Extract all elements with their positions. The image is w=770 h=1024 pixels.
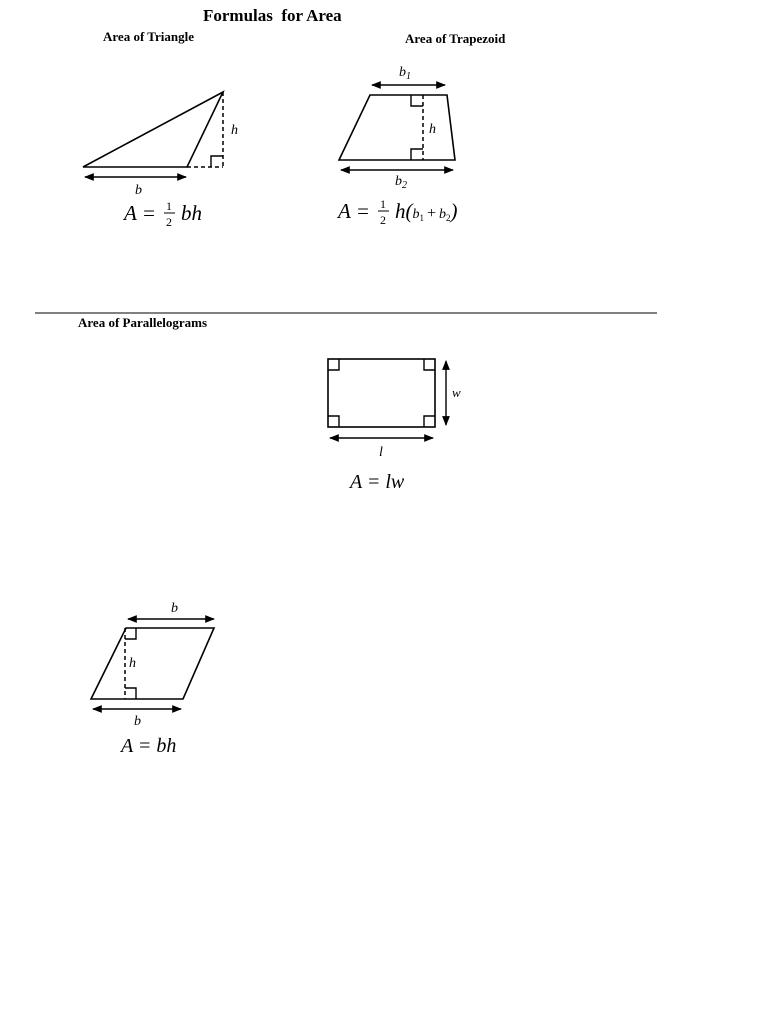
page-title: Formulas for Area [203, 6, 342, 25]
parallelogram-top-label: b [171, 601, 178, 616]
parallelogram-formula: A = bh [121, 735, 177, 757]
trapezoid-b2-label: $b_2$ [395, 174, 407, 191]
trapezoid-formula [336, 197, 458, 227]
trapezoid-figure [339, 65, 455, 191]
right-angle-mark [424, 359, 435, 370]
formula-lhs: A = [338, 199, 370, 223]
formula-rhs: h(b1 + b2) [395, 199, 458, 223]
fraction-numerator: 1 [166, 199, 172, 213]
triangle-heading: Area of Triangle [103, 29, 194, 44]
fraction-denominator: 2 [166, 215, 172, 229]
right-angle-mark [411, 149, 423, 160]
formula-rhs: bh [181, 201, 202, 225]
rectangle-shape [328, 359, 435, 427]
parallelogram-figure [91, 601, 214, 757]
triangle-height-label: h [231, 123, 238, 138]
right-angle-mark [411, 95, 423, 106]
right-angle-mark [328, 359, 339, 370]
trapezoid-shape [339, 95, 455, 160]
formula-lhs: A = [124, 201, 156, 225]
right-angle-mark [211, 156, 223, 167]
triangle-figure [83, 92, 238, 198]
fraction-denominator: 2 [380, 213, 386, 227]
right-angle-mark [125, 628, 136, 639]
rectangle-width-label: w [452, 385, 461, 400]
trapezoid-b1-label: $b_1$ [399, 65, 411, 82]
trapezoid-heading: Area of Trapezoid [405, 31, 506, 46]
parallelogram-shape [91, 628, 214, 699]
right-angle-mark [328, 416, 339, 427]
parallelogram-bottom-label: b [134, 714, 141, 729]
rectangle-figure [328, 359, 461, 493]
rectangle-length-label: l [379, 445, 383, 460]
parallelogram-height-label: h [129, 656, 136, 671]
fraction-numerator: 1 [380, 197, 386, 211]
trapezoid-height-label: h [429, 122, 436, 137]
right-angle-mark [424, 416, 435, 427]
right-angle-mark [125, 688, 136, 699]
rectangle-formula: A = lw [350, 471, 405, 493]
parallelograms-heading: Area of Parallelograms [78, 315, 207, 330]
triangle-formula [122, 199, 202, 229]
triangle-base-label: b [135, 183, 142, 198]
triangle-shape [83, 92, 223, 167]
